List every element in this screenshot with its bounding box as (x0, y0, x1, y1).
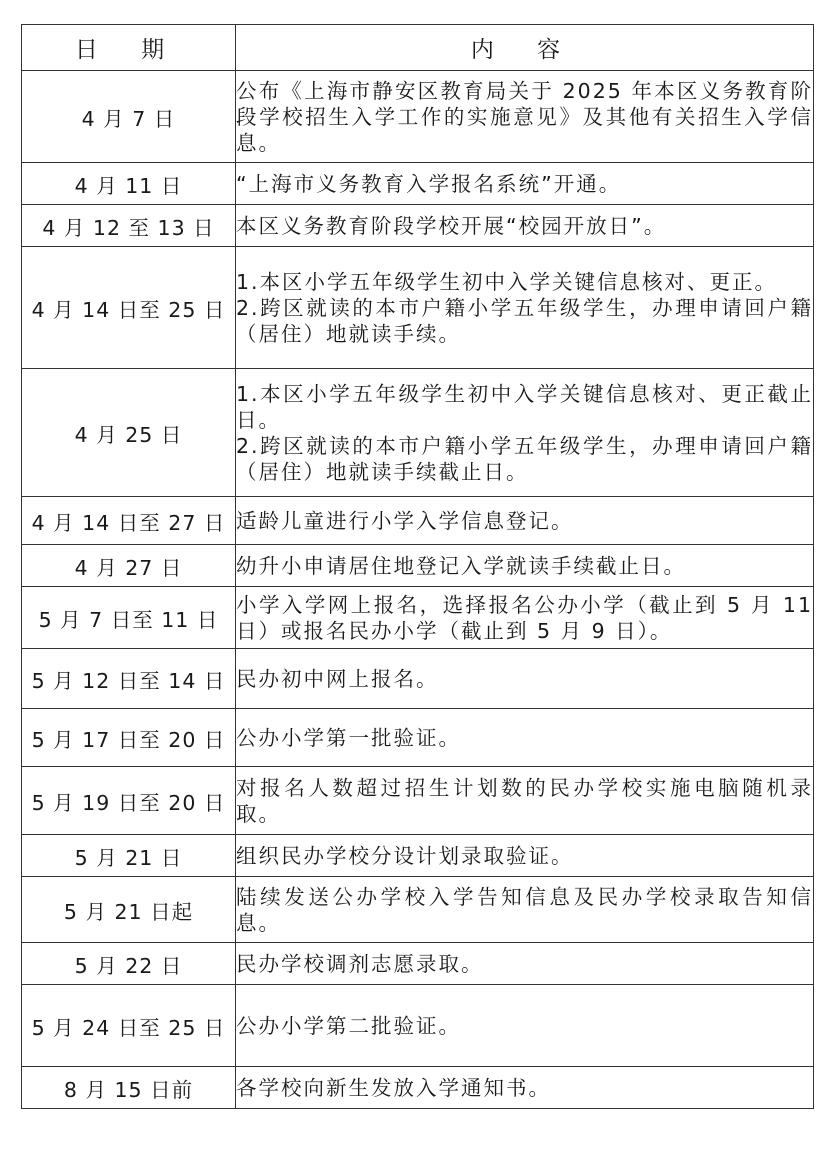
content-line: 对报名人数超过招生计划数的民办学校实施电脑随机录取。 (236, 775, 813, 826)
content-line: 适龄儿童进行小学入学信息登记。 (236, 508, 574, 533)
row-content (236, 587, 814, 649)
date-column-header: 日 期 (22, 25, 236, 71)
table-row (22, 709, 814, 767)
content-line: 小学入学网上报名，选择报名公办小学（截止到 5 月 11 日）或报名民办小学（截止到 5 月 9 日）。 (236, 592, 813, 643)
row-date: 5 月 19 日至 20 日 (22, 767, 236, 835)
table-row (22, 205, 814, 247)
content-line: 1.本区小学五年级学生初中入学关键信息核对、更正截止日。 (236, 381, 813, 432)
row-content (236, 71, 814, 163)
row-content (236, 1067, 814, 1109)
row-date: 5 月 7 日至 11 日 (22, 587, 236, 649)
row-content (236, 497, 814, 545)
table-row (22, 369, 814, 497)
row-content (236, 247, 814, 369)
row-content (236, 205, 814, 247)
row-date: 4 月 25 日 (22, 369, 236, 497)
table-row (22, 163, 814, 205)
table-row (22, 497, 814, 545)
content-line: 公布《上海市静安区教育局关于 2025 年本区义务教育阶段学校招生入学工作的实施意见》及其他有关招生入学信息。 (236, 78, 813, 155)
row-date: 5 月 17 日至 20 日 (22, 709, 236, 767)
row-date: 8 月 15 日前 (22, 1067, 236, 1109)
row-content (236, 943, 814, 985)
table-row (22, 943, 814, 985)
row-date: 5 月 21 日起 (22, 877, 236, 943)
content-line: 1.本区小学五年级学生初中入学关键信息核对、更正。 (236, 269, 778, 294)
row-content (236, 877, 814, 943)
table-row (22, 587, 814, 649)
row-date: 4 月 14 日至 27 日 (22, 497, 236, 545)
content-line: 本区义务教育阶段学校开展“校园开放日”。 (236, 213, 667, 238)
row-content (236, 709, 814, 767)
table-row (22, 545, 814, 587)
table-row (22, 835, 814, 877)
content-line: “上海市义务教育入学报名系统”开通。 (236, 171, 622, 196)
row-date: 5 月 22 日 (22, 943, 236, 985)
content-line: 公办小学第一批验证。 (236, 725, 461, 750)
table-row (22, 247, 814, 369)
content-line: 民办学校调剂志愿录取。 (236, 951, 484, 976)
table-row (22, 1067, 814, 1109)
row-content (236, 369, 814, 497)
row-date: 5 月 24 日至 25 日 (22, 985, 236, 1067)
table-header-row (22, 25, 814, 71)
content-line: 陆续发送公办学校入学告知信息及民办学校录取告知信息。 (236, 884, 813, 935)
content-line: 2.跨区就读的本市户籍小学五年级学生，办理申请回户籍（居住）地就读手续。 (236, 295, 813, 346)
row-content (236, 545, 814, 587)
content-line: 2.跨区就读的本市户籍小学五年级学生，办理申请回户籍（居住）地就读手续截止日。 (236, 433, 813, 484)
row-date: 5 月 21 日 (22, 835, 236, 877)
row-content (236, 649, 814, 709)
content-line: 各学校向新生发放入学通知书。 (236, 1075, 551, 1100)
content-line: 公办小学第二批验证。 (236, 1013, 461, 1038)
row-date: 4 月 27 日 (22, 545, 236, 587)
enrollment-schedule-table (21, 24, 814, 1109)
table-row (22, 985, 814, 1067)
row-content (236, 985, 814, 1067)
row-date: 4 月 11 日 (22, 163, 236, 205)
table-row (22, 877, 814, 943)
row-content (236, 835, 814, 877)
row-date: 4 月 12 至 13 日 (22, 205, 236, 247)
row-content (236, 767, 814, 835)
row-date: 5 月 12 日至 14 日 (22, 649, 236, 709)
table-row (22, 71, 814, 163)
content-line: 组织民办学校分设计划录取验证。 (236, 843, 574, 868)
table-row (22, 649, 814, 709)
content-column-header: 内 容 (236, 25, 814, 71)
content-line: 民办初中网上报名。 (236, 666, 439, 691)
row-date: 4 月 14 日至 25 日 (22, 247, 236, 369)
row-content (236, 163, 814, 205)
table-row (22, 767, 814, 835)
row-date: 4 月 7 日 (22, 71, 236, 163)
content-line: 幼升小申请居住地登记入学就读手续截止日。 (236, 553, 686, 578)
